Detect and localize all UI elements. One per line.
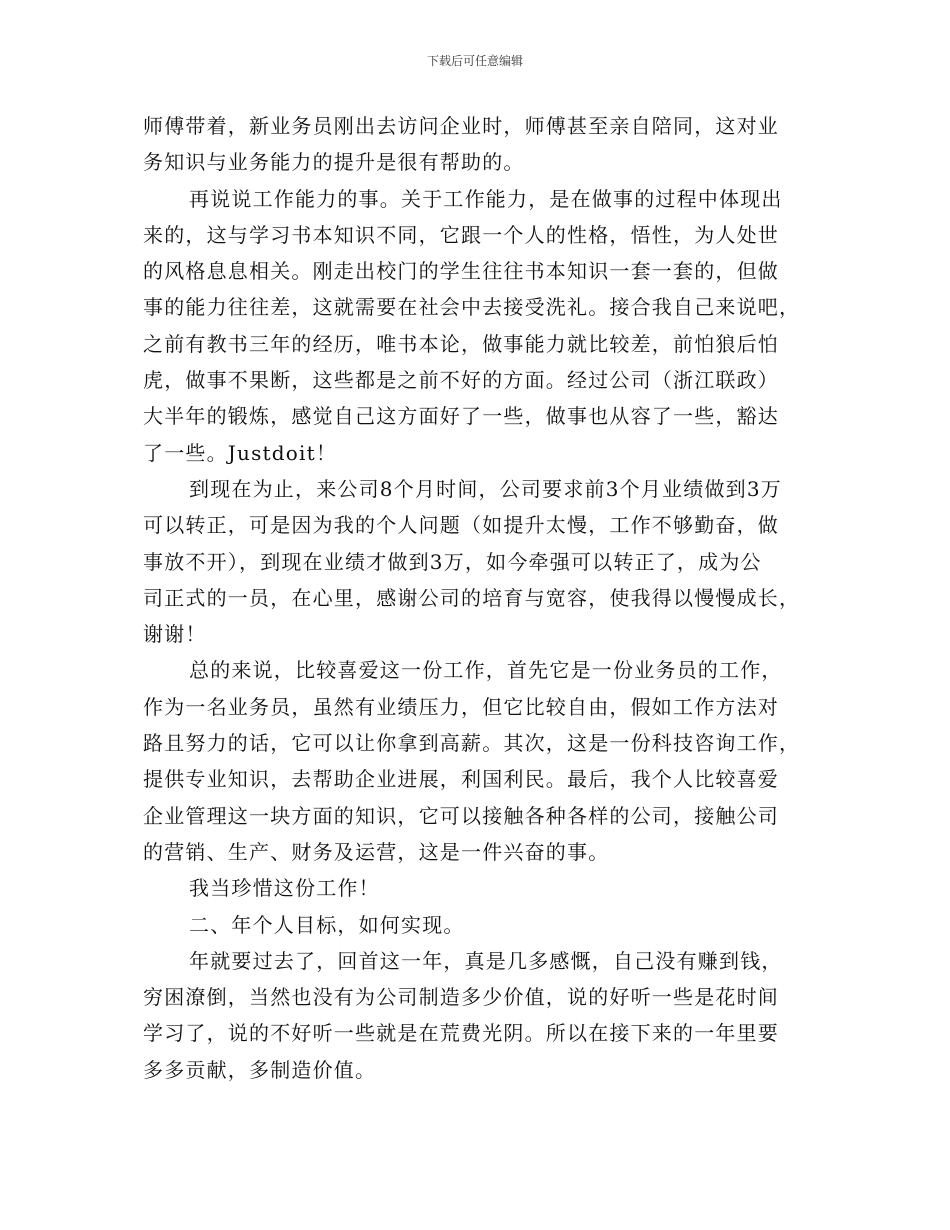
text-line: 年就要过去了，回首这一年，真是几多感慨，自己没有赚到钱， xyxy=(189,948,783,973)
text-line: 大半年的锻炼，感觉自己这方面好了一些，做事也从容了一些，豁达 xyxy=(143,404,779,429)
text-line: 提供专业知识，去帮助企业进展，利国利民。最后，我个人比较喜爱 xyxy=(143,767,779,792)
text-line: 事放不开），到现在业绩才做到3万，如今牵强可以转正了，成为公 xyxy=(143,549,762,574)
text-line: 师傅带着，新业务员刚出去访问企业时，师傅甚至亲自陪同，这对业 xyxy=(143,114,779,138)
text-line: 谢谢！ xyxy=(143,622,207,647)
document-body xyxy=(143,108,813,1088)
text-line: 事的能力往往差，这就需要在社会中去接受洗礼。接合我自己来说吧， xyxy=(143,295,801,320)
text-line: 的营销、生产、财务及运营，这是一件兴奋的事。 xyxy=(143,839,610,864)
text-line: 了一些。Justdoit！ xyxy=(143,440,338,465)
text-line: 穷困潦倒，当然也没有为公司制造多少价值，说的好听一些是花时间 xyxy=(143,985,779,1010)
text-line: 多多贡献，多制造价值。 xyxy=(143,1057,377,1082)
text-line: 作为一名业务员，虽然有业绩压力，但它比较自由，假如工作方法对 xyxy=(143,694,779,719)
text-line: 企业管理这一块方面的知识，它可以接触各种各样的公司，接触公司 xyxy=(143,803,779,828)
text-line: 的风格息息相关。刚走出校门的学生往往书本知识一套一套的，但做 xyxy=(143,259,779,284)
text-line: 来的，这与学习书本知识不同，它跟一个人的性格，悟性，为人处世 xyxy=(143,222,779,247)
text-line: 到现在为止，来公司8个月时间，公司要求前3个月业绩做到3万 xyxy=(189,476,782,501)
text-line: 再说说工作能力的事。关于工作能力，是在做事的过程中体现出 xyxy=(189,186,783,211)
text-line: 虎，做事不果断，这些都是之前不好的方面。经过公司（浙江联政） xyxy=(143,368,779,393)
text-line: 学习了，说的不好听一些就是在荒费光阴。所以在接下来的一年里要 xyxy=(143,1021,779,1046)
text-line: 二、年个人目标，如何实现。 xyxy=(189,912,465,937)
text-line: 司正式的一员，在心里，感谢公司的培育与宽容，使我得以慢慢成长， xyxy=(143,585,801,610)
text-line: 可以转正，可是因为我的个人问题（如提升太慢，工作不够勤奋，做 xyxy=(143,513,779,538)
text-line: 我当珍惜这份工作！ xyxy=(189,876,380,901)
text-line: 总的来说，比较喜爱这一份工作，首先它是一份业务员的工作， xyxy=(189,658,783,683)
page-header: 下载后可任意编辑 xyxy=(426,54,523,68)
text-line: 务知识与业务能力的提升是很有帮助的。 xyxy=(143,150,525,175)
text-line: 之前有教书三年的经历，唯书本论，做事能力就比较差，前怕狼后怕 xyxy=(143,331,779,356)
text-line: 路且努力的话，它可以让你拿到高薪。其次，这是一份科技咨询工作， xyxy=(143,731,801,756)
